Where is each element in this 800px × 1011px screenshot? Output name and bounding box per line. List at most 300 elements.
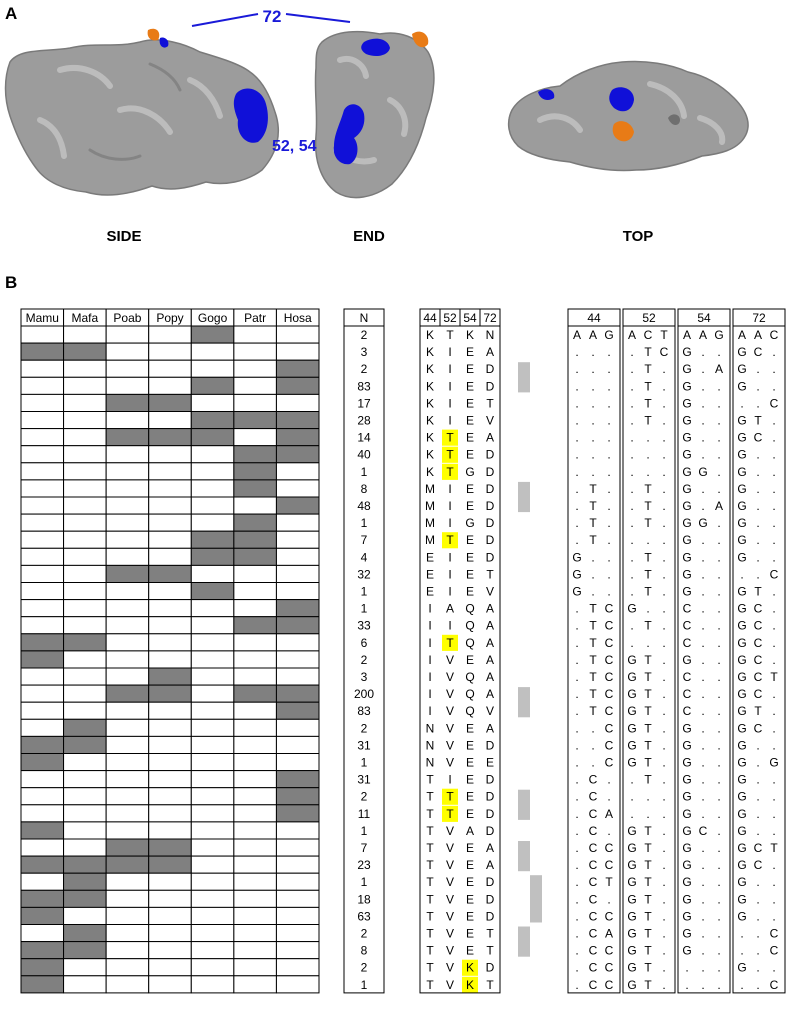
species-absent-cell <box>64 326 107 343</box>
species-absent-cell <box>106 548 149 565</box>
species-absent-cell <box>149 907 192 924</box>
codon-nucleotide: . <box>717 977 721 992</box>
aa-header-52: 52 <box>443 311 457 325</box>
aa-residue: Q <box>465 618 475 633</box>
species-absent-cell <box>276 394 319 411</box>
codon-nucleotide: G <box>627 601 637 616</box>
codon-nucleotide: . <box>607 550 611 565</box>
codon-nucleotide: G <box>737 464 747 479</box>
codon-nucleotide: G <box>737 670 747 684</box>
codon-nucleotide: . <box>740 926 744 941</box>
species-absent-cell <box>64 976 107 993</box>
species-present-cell <box>149 856 192 873</box>
aa-residue: K <box>465 960 475 975</box>
codon-nucleotide: . <box>701 875 705 890</box>
codon-nucleotide: . <box>717 738 721 753</box>
species-absent-cell <box>149 634 192 651</box>
codon-nucleotide: . <box>662 533 666 548</box>
aa-residue: I <box>448 362 452 377</box>
codon-nucleotide: . <box>772 447 776 462</box>
species-absent-cell <box>21 394 64 411</box>
aa-residue: V <box>445 892 455 907</box>
count-value: 7 <box>360 841 368 855</box>
codon-nucleotide: G <box>682 755 692 770</box>
species-absent-cell <box>106 754 149 771</box>
species-absent-cell <box>234 360 277 377</box>
codon-nucleotide: G <box>627 687 637 702</box>
codon-nucleotide: G <box>572 567 582 582</box>
codon-nucleotide: G <box>737 738 747 753</box>
species-absent-cell <box>276 531 319 548</box>
codon-nucleotide: C <box>769 396 779 411</box>
aa-residue: Q <box>465 635 475 650</box>
codon-nucleotide: . <box>575 379 579 394</box>
codon-nucleotide: . <box>772 875 776 890</box>
species-absent-cell <box>234 839 277 856</box>
codon-nucleotide: C <box>588 926 598 941</box>
codon-nucleotide: C <box>588 772 598 787</box>
codon-nucleotide: T <box>644 841 652 855</box>
species-present-cell <box>21 822 64 839</box>
codon-nucleotide: G <box>682 567 692 582</box>
species-present-cell <box>191 531 234 548</box>
codon-nucleotide: T <box>644 481 652 496</box>
species-present-cell <box>64 719 107 736</box>
codon-nucleotide: C <box>604 755 614 770</box>
codon-nucleotide: . <box>740 396 744 411</box>
species-absent-cell <box>64 412 107 429</box>
codon-nucleotide: . <box>701 499 705 513</box>
codon-nucleotide: . <box>772 687 776 702</box>
aa-residue: I <box>428 652 432 667</box>
species-present-cell <box>106 839 149 856</box>
species-absent-cell <box>106 514 149 531</box>
aa-residue: G <box>465 464 475 479</box>
codon-nucleotide: . <box>756 567 760 582</box>
aa-residue: T <box>486 977 494 992</box>
count-value: 1 <box>360 584 368 599</box>
codon-nucleotide: G <box>682 345 692 360</box>
species-absent-cell <box>191 617 234 634</box>
codon-nucleotide: . <box>630 345 634 360</box>
codon-nucleotide: . <box>575 806 579 821</box>
codon-nucleotide: C <box>588 977 598 992</box>
aa-residue: M <box>425 516 435 531</box>
species-absent-cell <box>106 412 149 429</box>
aa-residue: I <box>428 687 432 702</box>
count-value: 28 <box>357 413 371 428</box>
species-present-cell <box>64 343 107 360</box>
species-absent-cell <box>106 976 149 993</box>
codon-nucleotide: . <box>575 721 579 736</box>
count-value: 83 <box>357 704 371 719</box>
species-absent-cell <box>106 617 149 634</box>
species-absent-cell <box>234 429 277 446</box>
codon-nucleotide: C <box>698 823 708 838</box>
codon-nucleotide: . <box>717 806 721 821</box>
species-absent-cell <box>276 942 319 959</box>
codon-nucleotide: . <box>607 447 611 462</box>
codon-nucleotide: . <box>701 943 705 958</box>
aa-residue: D <box>485 738 495 753</box>
codon-nucleotide: T <box>644 413 652 428</box>
codon-nucleotide: G <box>737 379 747 394</box>
codon-nucleotide: . <box>756 738 760 753</box>
species-absent-cell <box>234 600 277 617</box>
species-present-cell <box>191 429 234 446</box>
species-absent-cell <box>106 805 149 822</box>
species-present-cell <box>149 429 192 446</box>
aa-residue: E <box>465 652 475 667</box>
species-absent-cell <box>276 651 319 668</box>
species-present-cell <box>64 634 107 651</box>
species-absent-cell <box>21 514 64 531</box>
species-present-cell <box>21 651 64 668</box>
codon-nucleotide: . <box>575 362 579 377</box>
codon-nucleotide: . <box>575 601 579 616</box>
codon-header-52: 52 <box>642 311 656 325</box>
codon-nucleotide: T <box>589 618 597 633</box>
aa-residue: N <box>425 738 435 753</box>
codon-nucleotide: . <box>575 687 579 702</box>
codon-nucleotide: G <box>682 396 692 411</box>
species-absent-cell <box>149 754 192 771</box>
species-absent-cell <box>234 719 277 736</box>
aa-residue: T <box>446 533 454 548</box>
species-absent-cell <box>234 394 277 411</box>
codon-nucleotide: . <box>772 892 776 907</box>
aa-residue: E <box>465 481 475 496</box>
species-present-cell <box>276 446 319 463</box>
codon-nucleotide: . <box>701 806 705 821</box>
species-absent-cell <box>64 480 107 497</box>
codon-nucleotide: . <box>630 618 634 633</box>
species-absent-cell <box>234 771 277 788</box>
codon-nucleotide: . <box>607 396 611 411</box>
annotation-72-line-left <box>192 14 258 26</box>
codon-nucleotide: G <box>682 823 692 838</box>
aa-residue: E <box>465 755 475 770</box>
codon-nucleotide: G <box>737 533 747 548</box>
aa-residue: I <box>448 567 452 582</box>
codon-nucleotide: . <box>772 909 776 924</box>
codon-nucleotide: . <box>662 909 666 924</box>
species-absent-cell <box>234 890 277 907</box>
species-absent-cell <box>149 326 192 343</box>
aa-residue: D <box>485 550 495 565</box>
codon-nucleotide: . <box>662 413 666 428</box>
codon-nucleotide: . <box>575 704 579 719</box>
species-absent-cell <box>276 668 319 685</box>
codon-nucleotide: . <box>662 858 666 873</box>
codon-nucleotide: A <box>682 328 692 342</box>
codon-nucleotide: . <box>701 841 705 855</box>
codon-nucleotide: . <box>701 892 705 907</box>
codon-nucleotide: T <box>754 584 762 599</box>
codon-nucleotide: G <box>682 943 692 958</box>
group-bracket <box>518 927 530 957</box>
codon-nucleotide: G <box>737 447 747 462</box>
species-absent-cell <box>21 326 64 343</box>
species-absent-cell <box>191 497 234 514</box>
species-absent-cell <box>276 583 319 600</box>
codon-nucleotide: . <box>646 806 650 821</box>
codon-nucleotide: . <box>646 464 650 479</box>
codon-nucleotide: . <box>630 379 634 394</box>
codon-nucleotide: . <box>701 533 705 548</box>
species-absent-cell <box>191 480 234 497</box>
species-present-cell <box>21 754 64 771</box>
codon-nucleotide: . <box>662 601 666 616</box>
species-present-cell <box>64 856 107 873</box>
species-absent-cell <box>21 480 64 497</box>
species-absent-cell <box>21 497 64 514</box>
aa-residue: I <box>448 516 452 531</box>
codon-nucleotide: . <box>575 481 579 496</box>
species-present-cell <box>234 412 277 429</box>
species-present-cell <box>276 805 319 822</box>
codon-nucleotide: . <box>717 926 721 941</box>
codon-nucleotide: G <box>682 481 692 496</box>
codon-nucleotide: . <box>756 960 760 975</box>
codon-nucleotide: . <box>662 892 666 907</box>
codon-nucleotide: . <box>575 533 579 548</box>
codon-nucleotide: . <box>662 567 666 582</box>
codon-nucleotide: . <box>756 362 760 377</box>
codon-nucleotide: . <box>607 464 611 479</box>
species-absent-cell <box>234 907 277 924</box>
codon-nucleotide: . <box>630 806 634 821</box>
aa-residue: T <box>426 977 434 992</box>
species-absent-cell <box>64 583 107 600</box>
aa-residue: D <box>485 823 495 838</box>
annotation-72-line-right <box>286 14 350 22</box>
species-header-poab: Poab <box>113 311 142 325</box>
codon-nucleotide: G <box>627 875 637 890</box>
codon-nucleotide: . <box>717 652 721 667</box>
codon-nucleotide: T <box>589 481 597 496</box>
count-value: 32 <box>357 567 371 582</box>
codon-nucleotide: G <box>698 464 708 479</box>
codon-nucleotide: T <box>644 738 652 753</box>
species-absent-cell <box>191 754 234 771</box>
species-absent-cell <box>149 702 192 719</box>
codon-nucleotide: . <box>607 499 611 513</box>
codon-table <box>562 300 798 1011</box>
codon-nucleotide: T <box>644 618 652 633</box>
codon-nucleotide: T <box>589 687 597 702</box>
species-absent-cell <box>106 873 149 890</box>
aa-residue: E <box>465 533 475 548</box>
codon-nucleotide: T <box>644 652 652 667</box>
aa-residue: I <box>448 413 452 428</box>
aa-residue: E <box>465 721 475 736</box>
codon-nucleotide: G <box>737 430 747 445</box>
panel-b-label: B <box>5 273 18 292</box>
species-absent-cell <box>149 412 192 429</box>
species-header-mamu: Mamu <box>25 311 59 325</box>
codon-nucleotide: C <box>769 977 779 992</box>
species-absent-cell <box>149 617 192 634</box>
aa-residue: E <box>465 413 475 428</box>
codon-nucleotide: . <box>772 858 776 873</box>
codon-nucleotide: . <box>772 430 776 445</box>
codon-nucleotide: . <box>591 755 595 770</box>
aa-residue: T <box>426 909 434 924</box>
view-label-end: END <box>353 228 385 245</box>
species-absent-cell <box>106 377 149 394</box>
species-absent-cell <box>276 959 319 976</box>
codon-nucleotide: . <box>662 447 666 462</box>
species-absent-cell <box>191 736 234 753</box>
codon-nucleotide: . <box>630 430 634 445</box>
codon-nucleotide: G <box>737 635 747 650</box>
count-value: 1 <box>360 977 368 992</box>
codon-nucleotide: . <box>662 772 666 787</box>
species-absent-cell <box>276 873 319 890</box>
species-present-cell <box>21 634 64 651</box>
aa-residue: I <box>448 772 452 787</box>
aa-residue: A <box>485 841 495 855</box>
species-present-cell <box>106 429 149 446</box>
species-absent-cell <box>234 873 277 890</box>
codon-nucleotide: . <box>740 567 744 582</box>
species-absent-cell <box>106 446 149 463</box>
aa-residue: A <box>445 601 455 616</box>
species-absent-cell <box>106 890 149 907</box>
codon-nucleotide: . <box>756 875 760 890</box>
aa-residue: M <box>425 533 435 548</box>
codon-nucleotide: G <box>627 892 637 907</box>
codon-nucleotide: . <box>772 618 776 633</box>
species-absent-cell <box>64 788 107 805</box>
species-absent-cell <box>64 651 107 668</box>
species-absent-cell <box>191 360 234 377</box>
aa-residue: E <box>425 567 435 582</box>
codon-nucleotide: . <box>717 396 721 411</box>
species-absent-cell <box>106 360 149 377</box>
count-value: 1 <box>360 755 368 770</box>
species-absent-cell <box>149 942 192 959</box>
species-present-cell <box>276 617 319 634</box>
count-value: 8 <box>360 943 368 958</box>
species-absent-cell <box>149 736 192 753</box>
aa-residue: D <box>485 533 495 548</box>
aa-residue: D <box>485 379 495 394</box>
codon-nucleotide: . <box>701 430 705 445</box>
species-absent-cell <box>64 360 107 377</box>
codon-nucleotide: . <box>662 960 666 975</box>
species-present-cell <box>234 480 277 497</box>
codon-nucleotide: C <box>682 670 692 684</box>
codon-nucleotide: . <box>630 516 634 531</box>
species-absent-cell <box>21 771 64 788</box>
codon-nucleotide: . <box>575 755 579 770</box>
codon-nucleotide: . <box>717 533 721 548</box>
codon-nucleotide: . <box>701 960 705 975</box>
species-present-cell <box>21 856 64 873</box>
species-absent-cell <box>106 343 149 360</box>
codon-nucleotide: . <box>591 379 595 394</box>
species-absent-cell <box>149 771 192 788</box>
codon-nucleotide: T <box>644 345 652 360</box>
aa-residue: T <box>426 960 434 975</box>
aa-residue: V <box>485 704 495 719</box>
codon-nucleotide: C <box>753 601 763 616</box>
codon-nucleotide: G <box>682 789 692 804</box>
codon-nucleotide: . <box>701 977 705 992</box>
species-absent-cell <box>21 360 64 377</box>
codon-nucleotide: G <box>737 345 747 360</box>
species-present-cell <box>234 548 277 565</box>
species-absent-cell <box>106 788 149 805</box>
codon-nucleotide: . <box>701 584 705 599</box>
codon-nucleotide: . <box>772 635 776 650</box>
codon-nucleotide: . <box>662 926 666 941</box>
aa-residue: M <box>425 481 435 496</box>
codon-nucleotide: . <box>701 687 705 702</box>
species-absent-cell <box>276 480 319 497</box>
species-absent-cell <box>276 907 319 924</box>
codon-nucleotide: . <box>662 464 666 479</box>
species-absent-cell <box>21 600 64 617</box>
codon-nucleotide: . <box>772 772 776 787</box>
aa-residue: V <box>445 909 455 924</box>
codon-nucleotide: . <box>662 943 666 958</box>
aa-header-44: 44 <box>423 311 437 325</box>
codon-nucleotide: T <box>589 516 597 531</box>
species-absent-cell <box>191 685 234 702</box>
codon-nucleotide: . <box>701 635 705 650</box>
codon-nucleotide: . <box>591 550 595 565</box>
species-present-cell <box>106 565 149 582</box>
aa-residue: T <box>426 943 434 958</box>
aa-residue: K <box>425 379 435 394</box>
aa-residue: V <box>445 960 455 975</box>
codon-nucleotide: . <box>591 584 595 599</box>
species-present-cell <box>234 446 277 463</box>
aa-residue: E <box>465 447 475 462</box>
species-absent-cell <box>191 873 234 890</box>
aa-residue: V <box>445 755 455 770</box>
codon-nucleotide: G <box>682 841 692 855</box>
species-absent-cell <box>64 685 107 702</box>
species-absent-cell <box>21 446 64 463</box>
protein-surface-top <box>509 61 748 170</box>
species-absent-cell <box>149 873 192 890</box>
aa-residue: D <box>485 516 495 531</box>
species-absent-cell <box>64 907 107 924</box>
species-absent-cell <box>191 805 234 822</box>
codon-nucleotide: . <box>701 601 705 616</box>
codon-nucleotide: G <box>627 909 637 924</box>
codon-nucleotide: T <box>644 721 652 736</box>
aa-residue: D <box>485 499 495 513</box>
species-absent-cell <box>149 651 192 668</box>
aa-residue: T <box>446 447 454 462</box>
codon-nucleotide: C <box>588 858 598 873</box>
species-absent-cell <box>106 719 149 736</box>
codon-nucleotide: . <box>701 789 705 804</box>
species-absent-cell <box>191 839 234 856</box>
species-absent-cell <box>191 942 234 959</box>
species-header-patr: Patr <box>244 311 267 325</box>
codon-nucleotide: . <box>607 481 611 496</box>
species-absent-cell <box>276 890 319 907</box>
codon-nucleotide: . <box>575 858 579 873</box>
aa-residue: I <box>428 618 432 633</box>
codon-nucleotide: C <box>682 687 692 702</box>
